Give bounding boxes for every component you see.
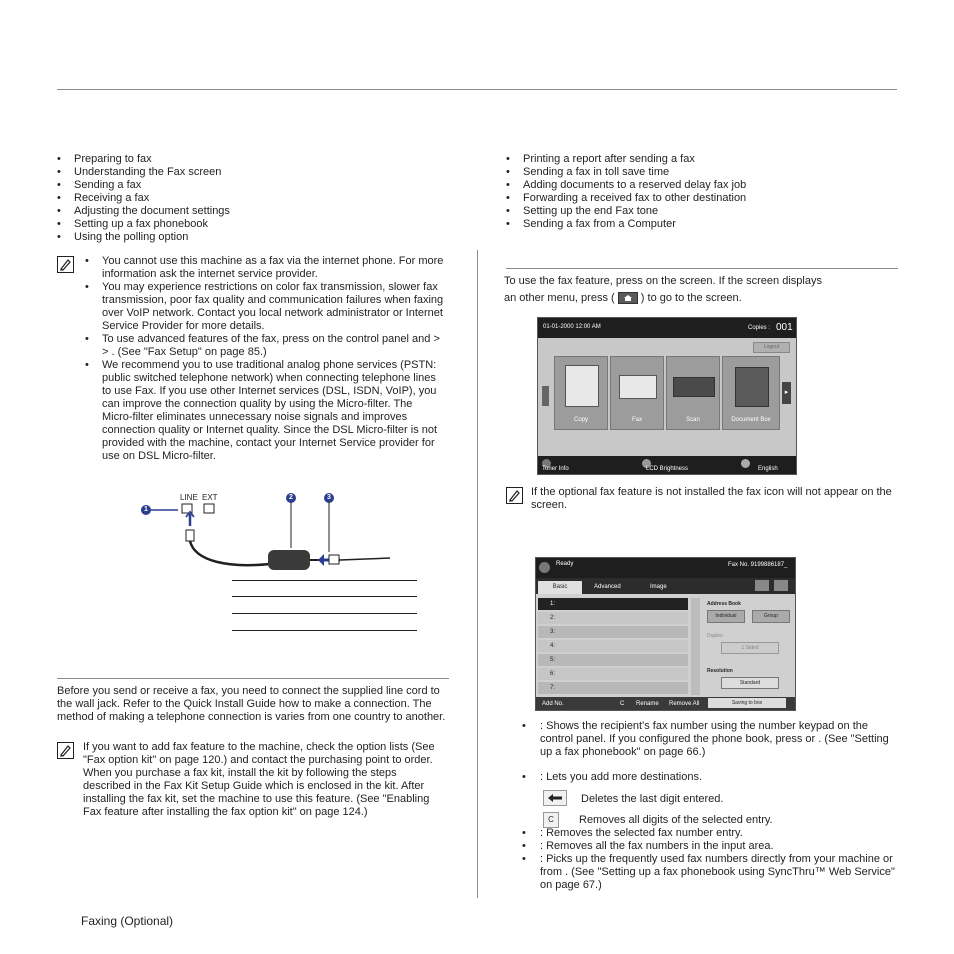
ext-label: EXT [202, 493, 218, 502]
page-footer: Faxing (Optional) [81, 914, 174, 928]
note3-text: If the optional fax feature is not installed the fax icon will not appear on the screen. [531, 486, 892, 511]
fax-bottombar [536, 697, 795, 710]
main-screen-bottombar [538, 456, 796, 474]
app-label: Scan [686, 417, 700, 423]
clear-key-icon: C [543, 812, 559, 828]
number-row[interactable]: 4: [538, 640, 688, 652]
fax-desc-e: • : Removes the selected fax number entry. [522, 827, 902, 840]
note1-item: • We recommend you to use traditional analog phone services (PSTN: public switched telephone network) when connecting telephone lines to use Fax. If you use other Internet services (DSL, ISDN, VoIP), you can improve the connection quality by using the Micro-filter. The Micro-filter eliminates unnecessary noise signals and improves connection quality or Internet quality. Since the DSL Micro-filter is not provided with the machine, contact your Internet Service provider for use on DSL Micro-filter. [85, 359, 445, 463]
address-book-label: Address Book [707, 601, 741, 607]
lcd-brightness[interactable]: LCD Brightness [646, 466, 689, 472]
fax-status: Ready [556, 561, 574, 567]
language[interactable]: English [758, 466, 778, 472]
note1-item: • You may experience restrictions on color fax transmission, slower fax transmission, poor fax quality and communication failures when faxing over VoIP network. Contact you local network administrator or Internet Service Provider for more details. [85, 281, 445, 333]
fax-number: Fax No. 9199886187_ [728, 562, 788, 568]
app-copy[interactable] [554, 356, 608, 430]
cord-illustration [140, 490, 400, 580]
c-button[interactable]: C [620, 701, 625, 707]
intro-text: ) to go to the screen. [640, 292, 742, 304]
toc-item[interactable]: • Forwarding a received fax to other destination [506, 192, 906, 205]
fax-number-list [538, 598, 690, 695]
app-scan[interactable] [666, 356, 720, 430]
toc-item[interactable]: • Receiving a fax [57, 192, 457, 205]
app-document-box[interactable] [722, 356, 780, 430]
note-icon [57, 256, 74, 273]
copies-label: Copies : [748, 325, 771, 331]
note-icon [506, 487, 523, 504]
duplex-value[interactable]: 1 Sided [721, 642, 779, 654]
desc-text: Deletes the last digit entered. [581, 793, 724, 805]
legend-line [232, 613, 417, 614]
logout-button[interactable]: Logout [753, 342, 790, 353]
individual-button[interactable]: Individual [707, 610, 745, 623]
fax-desc-g: • : Picks up the frequently used fax numbers directly from your machine or from . (See "Setting up a fax phonebook using SyncThru™ Web Service" on page 67.) [522, 853, 902, 892]
app-label: Document Box [731, 417, 771, 423]
fax-screen-shot [535, 557, 796, 711]
toc-left [57, 153, 457, 244]
app-label: Fax [631, 417, 642, 423]
group-button[interactable]: Group [752, 610, 790, 623]
note-icon [57, 742, 74, 759]
legend-line [232, 630, 417, 631]
toc-item[interactable]: • Printing a report after sending a fax [506, 153, 906, 166]
toner-info[interactable]: Toner Info [542, 466, 569, 472]
toc-item[interactable]: • Setting up the end Fax tone [506, 205, 906, 218]
note1-list [85, 255, 445, 463]
add-no-button[interactable]: Add No. [542, 701, 564, 707]
note2-text: If you want to add fax feature to the machine, check the option lists (See "Fax option kit" on page 120.) and contact the purchasing point to order. When you purchase a fax kit, install the kit by following the steps described in the Fax Kit Setup Guide which is enclosed in the kit. After installing the fax kit, set the machine to use this feature. (See "Enabling Fax feature after installing the fax option kit" on page 124.) [83, 741, 435, 818]
desc-text: : Removes all the fax numbers in the input area. [540, 840, 774, 852]
callout-3: 3 [324, 493, 334, 503]
fax-desc-f: • : Removes all the fax numbers in the input area. [522, 840, 902, 853]
home-button-icon [618, 292, 638, 304]
number-row[interactable]: 5: [538, 654, 688, 666]
desc-text: Removes all digits of the selected entry. [579, 814, 773, 826]
note1-item: • You cannot use this machine as a fax via the internet phone. For more information ask the internet service provider. [85, 255, 445, 281]
remove-button[interactable]: Rename [636, 701, 659, 707]
copies-value: 001 [776, 322, 793, 333]
desc-text: : Lets you add more destinations. [540, 771, 703, 783]
intro-text: an other menu, press ( [504, 292, 615, 304]
line-label: LINE [180, 493, 198, 502]
section-rule [57, 678, 449, 679]
tab-advanced[interactable]: Advanced [594, 584, 621, 590]
fax-screen-topbar [536, 558, 795, 578]
list-scrollbar[interactable] [691, 598, 700, 695]
main-screen-topbar [538, 318, 796, 338]
fax-intro-line1: To use the fax feature, press on the screen. If the screen displays [504, 275, 822, 287]
app-label: Copy [573, 417, 588, 423]
toc-item[interactable]: • Setting up a fax phonebook [57, 218, 457, 231]
number-row[interactable]: 3: [538, 626, 688, 638]
toc-item[interactable]: • Adjusting the document settings [57, 205, 457, 218]
toc-item[interactable]: • Preparing to fax [57, 153, 457, 166]
main-screen-shot [537, 317, 797, 475]
duplex-label: Duplex [707, 633, 723, 639]
toc-item[interactable]: • Sending a fax from a Computer [506, 218, 906, 231]
toc-right [506, 153, 906, 231]
prep-paragraph: Before you send or receive a fax, you need to connect the supplied line cord to the wall jack. Refer to the Quick Install Guide how to make a connection. The method of making a telephone connection is varies from one country to another. [57, 685, 446, 723]
note1-item: • To use advanced features of the fax, press on the control panel and > > . (See "Fax Setup" on page 85.) [85, 333, 445, 359]
callout-1: 1 [141, 505, 151, 515]
toc-item[interactable]: • Understanding the Fax screen [57, 166, 457, 179]
back-icon[interactable] [755, 580, 769, 591]
remove-all-button[interactable]: Remove All [669, 701, 700, 707]
fax-tabbar [536, 578, 795, 594]
desc-text: : Picks up the frequently used fax numbers directly from your machine or from . (See "Setting up a fax phonebook using SyncThru™ Web Service" on page 67.) [540, 853, 895, 891]
legend-line [232, 596, 417, 597]
line-connection-diagram [140, 490, 400, 580]
globe-icon [741, 459, 750, 468]
fax-desc-b: • : Lets you add more destinations. [522, 771, 902, 784]
toc-item[interactable]: • Adding documents to a reserved delay fax job [506, 179, 906, 192]
number-row[interactable]: 7: [538, 682, 688, 694]
tab-basic[interactable]: Basic [538, 581, 582, 594]
saving-to-box-button[interactable]: Saving to box [708, 698, 786, 708]
number-row[interactable]: 1: [538, 598, 688, 610]
resolution-label: Resolution [707, 668, 733, 674]
fax-desc-a: • : Shows the recipient's fax number using the number keypad on the control panel. If you configured the phone book, press or . (See "Setting up a fax phonebook" on page 66.) [522, 720, 902, 759]
datetime: 01-01-2000 12:00 AM [543, 324, 601, 330]
desc-text: : Removes the selected fax number entry. [540, 827, 743, 839]
number-row[interactable]: 6: [538, 668, 688, 680]
desc-text: : Shows the recipient's fax number using the number keypad on the control panel. If you configured the phone book, press or . (See "Setting up a fax phonebook" on page 66.) [540, 720, 889, 758]
toc-item[interactable]: • Sending a fax [57, 179, 457, 192]
scroll-right-arrow[interactable]: ▸ [782, 382, 791, 404]
column-divider [477, 250, 478, 898]
toc-item[interactable]: • Sending a fax in toll save time [506, 166, 906, 179]
header-rule [57, 89, 897, 90]
resolution-value[interactable]: Standard [721, 677, 779, 689]
callout-2: 2 [286, 493, 296, 503]
backspace-icon [543, 790, 567, 806]
help-icon[interactable] [539, 562, 550, 573]
number-row[interactable]: 2: [538, 612, 688, 624]
scroll-left-arrow[interactable] [542, 386, 549, 406]
toc-item[interactable]: • Using the polling option [57, 231, 457, 244]
tab-image[interactable]: Image [650, 584, 667, 590]
legend-line [232, 580, 417, 581]
app-fax[interactable] [610, 356, 664, 430]
home-icon[interactable] [774, 580, 788, 591]
section-rule [506, 268, 898, 269]
fax-intro-line2 [504, 292, 904, 306]
